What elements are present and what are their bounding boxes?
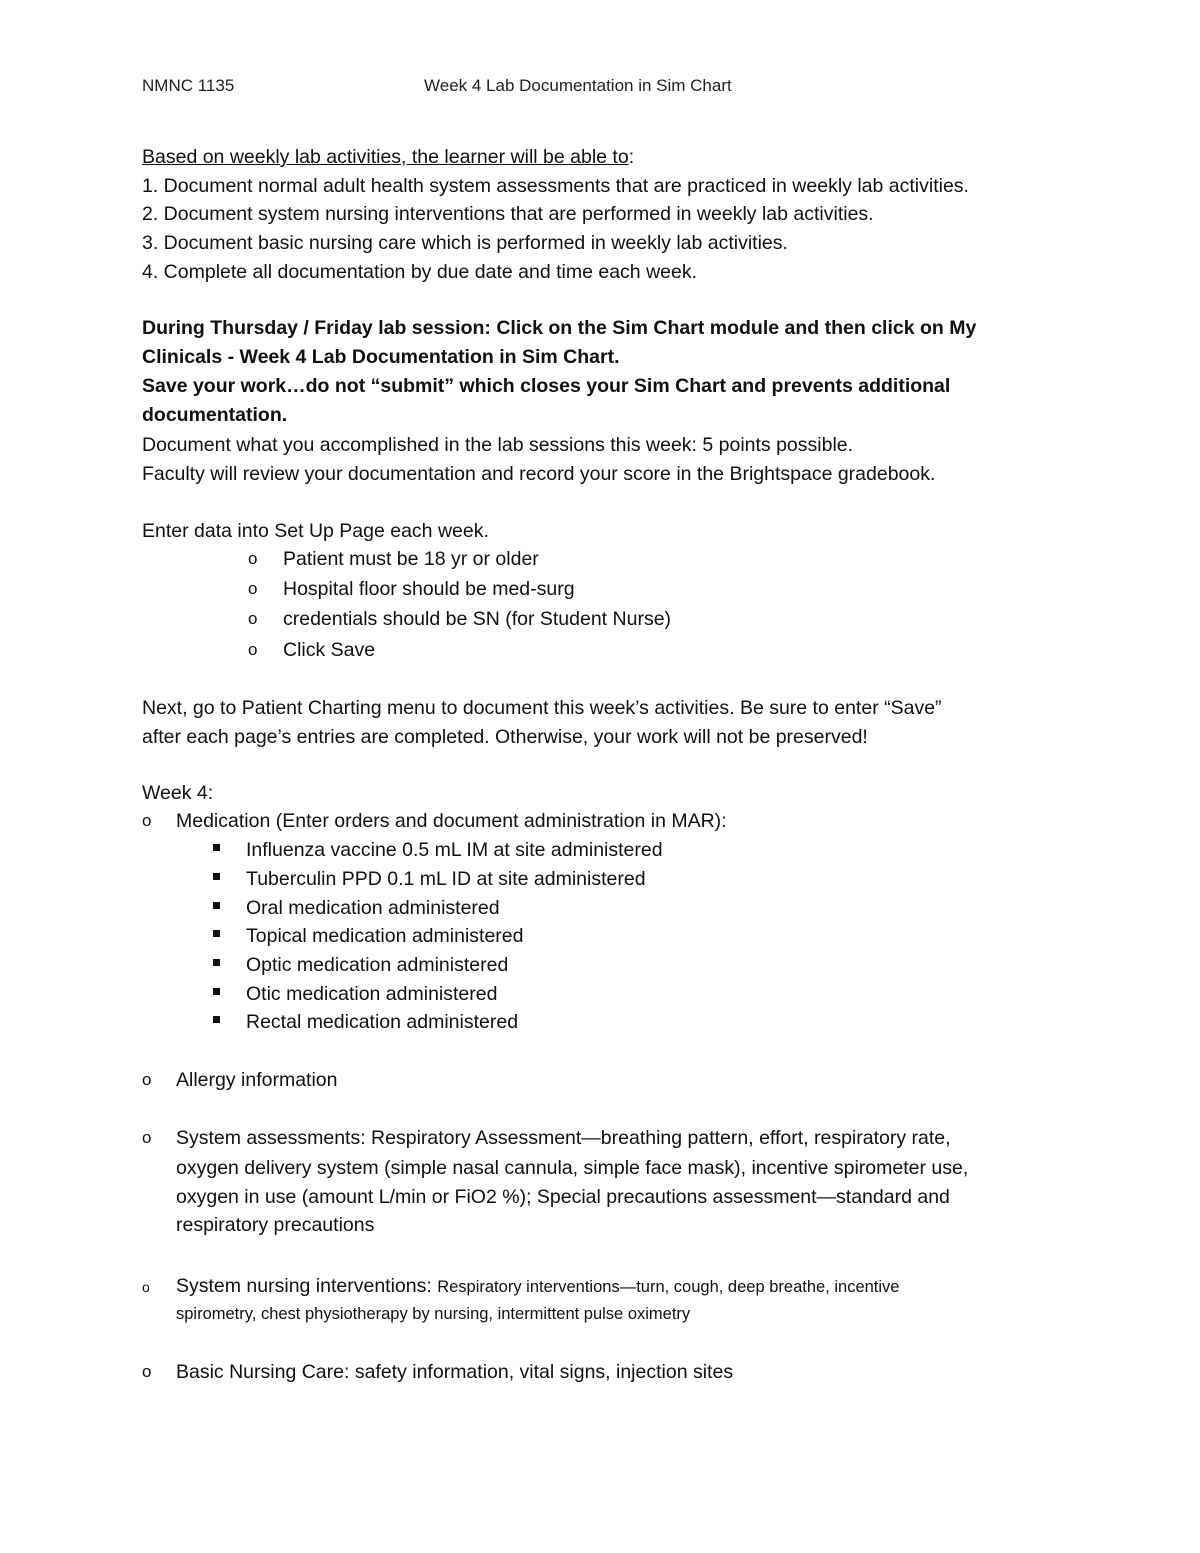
next-line-2: after each page’s entries are completed. Otherwise, your work will not be preserved! (142, 726, 868, 748)
instruction-points: Document what you accomplished in the lab sessions this week: 5 points possible. (142, 434, 854, 456)
medication-heading: Medication (Enter orders and document administration in MAR): (176, 810, 727, 832)
interventions-text-1: Respiratory interventions—turn, cough, deep breathe, incentive (437, 1278, 900, 1296)
interventions-bullet-icon: o (142, 1279, 150, 1295)
medication-bullet-icon: o (142, 811, 152, 830)
setup-bullet-4-icon: o (248, 640, 258, 659)
medication-item-6: Otic medication administered (246, 983, 498, 1005)
objectives-intro (142, 143, 634, 171)
instruction-bold-line-2: Clinicals - Week 4 Lab Documentation in Sim Chart. (142, 346, 620, 368)
square-bullet-icon (213, 988, 220, 995)
basic-care-item: Basic Nursing Care: safety information, vital signs, injection sites (176, 1361, 734, 1383)
interventions-line-2: spirometry, chest physiotherapy by nursing, intermittent pulse oximetry (176, 1305, 691, 1323)
setup-item-4: Click Save (283, 639, 376, 661)
medication-item-4: Topical medication administered (246, 925, 524, 947)
square-bullet-icon (213, 844, 220, 851)
setup-item-2: Hospital floor should be med-surg (283, 578, 575, 600)
square-bullet-icon (213, 930, 220, 937)
setup-bullet-3-icon: o (248, 609, 258, 628)
allergy-bullet-icon: o (142, 1070, 152, 1089)
objective-item-4: 4. Complete all documentation by due date and time each week. (142, 261, 698, 283)
square-bullet-icon (213, 1016, 220, 1023)
square-bullet-icon (213, 902, 220, 909)
instruction-bold-line-4: documentation. (142, 404, 288, 426)
medication-item-1: Influenza vaccine 0.5 mL IM at site administered (246, 839, 663, 861)
medication-item-2: Tuberculin PPD 0.1 mL ID at site administered (246, 868, 646, 890)
instruction-bold-line-1: During Thursday / Friday lab session: Click on the Sim Chart module and then click on My (142, 317, 977, 339)
header-course-code: NMNC 1135 (142, 76, 235, 95)
assessments-line-3: oxygen in use (amount L/min or FiO2 %); Special precautions assessment—standard and (176, 1186, 950, 1208)
allergy-item: Allergy information (176, 1069, 338, 1091)
instruction-bold-line-3: Save your work…do not “submit” which closes your Sim Chart and prevents additional (142, 375, 951, 397)
square-bullet-icon (213, 959, 220, 966)
assessments-line-4: respiratory precautions (176, 1214, 375, 1236)
setup-bullet-1-icon: o (248, 549, 258, 568)
week-label: Week 4: (142, 782, 214, 804)
setup-item-1: Patient must be 18 yr or older (283, 548, 539, 570)
medication-item-7: Rectal medication administered (246, 1011, 519, 1033)
setup-intro: Enter data into Set Up Page each week. (142, 520, 489, 542)
assessments-line-1: System assessments: Respiratory Assessment—breathing pattern, effort, respiratory rate, (176, 1127, 951, 1149)
objective-item-1: 1. Document normal adult health system assessments that are practiced in weekly lab activities. (142, 175, 969, 197)
basic-care-bullet-icon: o (142, 1362, 152, 1381)
assessments-bullet-icon: o (142, 1128, 152, 1147)
square-bullet-icon (213, 873, 220, 880)
header-title: Week 4 Lab Documentation in Sim Chart (424, 76, 732, 95)
objective-item-2: 2. Document system nursing interventions that are performed in weekly lab activities. (142, 203, 874, 225)
interventions-label: System nursing interventions: (176, 1275, 438, 1297)
objective-item-3: 3. Document basic nursing care which is performed in weekly lab activities. (142, 232, 788, 254)
setup-bullet-2-icon: o (248, 579, 258, 598)
instruction-review: Faculty will review your documentation and record your score in the Brightspace gradebook. (142, 463, 936, 485)
assessments-line-2: oxygen delivery system (simple nasal cannula, simple face mask), incentive spirometer use, (176, 1157, 969, 1179)
medication-item-3: Oral medication administered (246, 897, 500, 919)
interventions-line-1 (176, 1272, 899, 1301)
next-line-1: Next, go to Patient Charting menu to document this week’s activities. Be sure to enter “Save” (142, 697, 942, 719)
objectives-intro-colon: : (628, 146, 635, 168)
objectives-intro-text: Based on weekly lab activities, the learner will be able to (142, 146, 629, 168)
medication-item-5: Optic medication administered (246, 954, 509, 976)
setup-item-3: credentials should be SN (for Student Nurse) (283, 608, 672, 630)
